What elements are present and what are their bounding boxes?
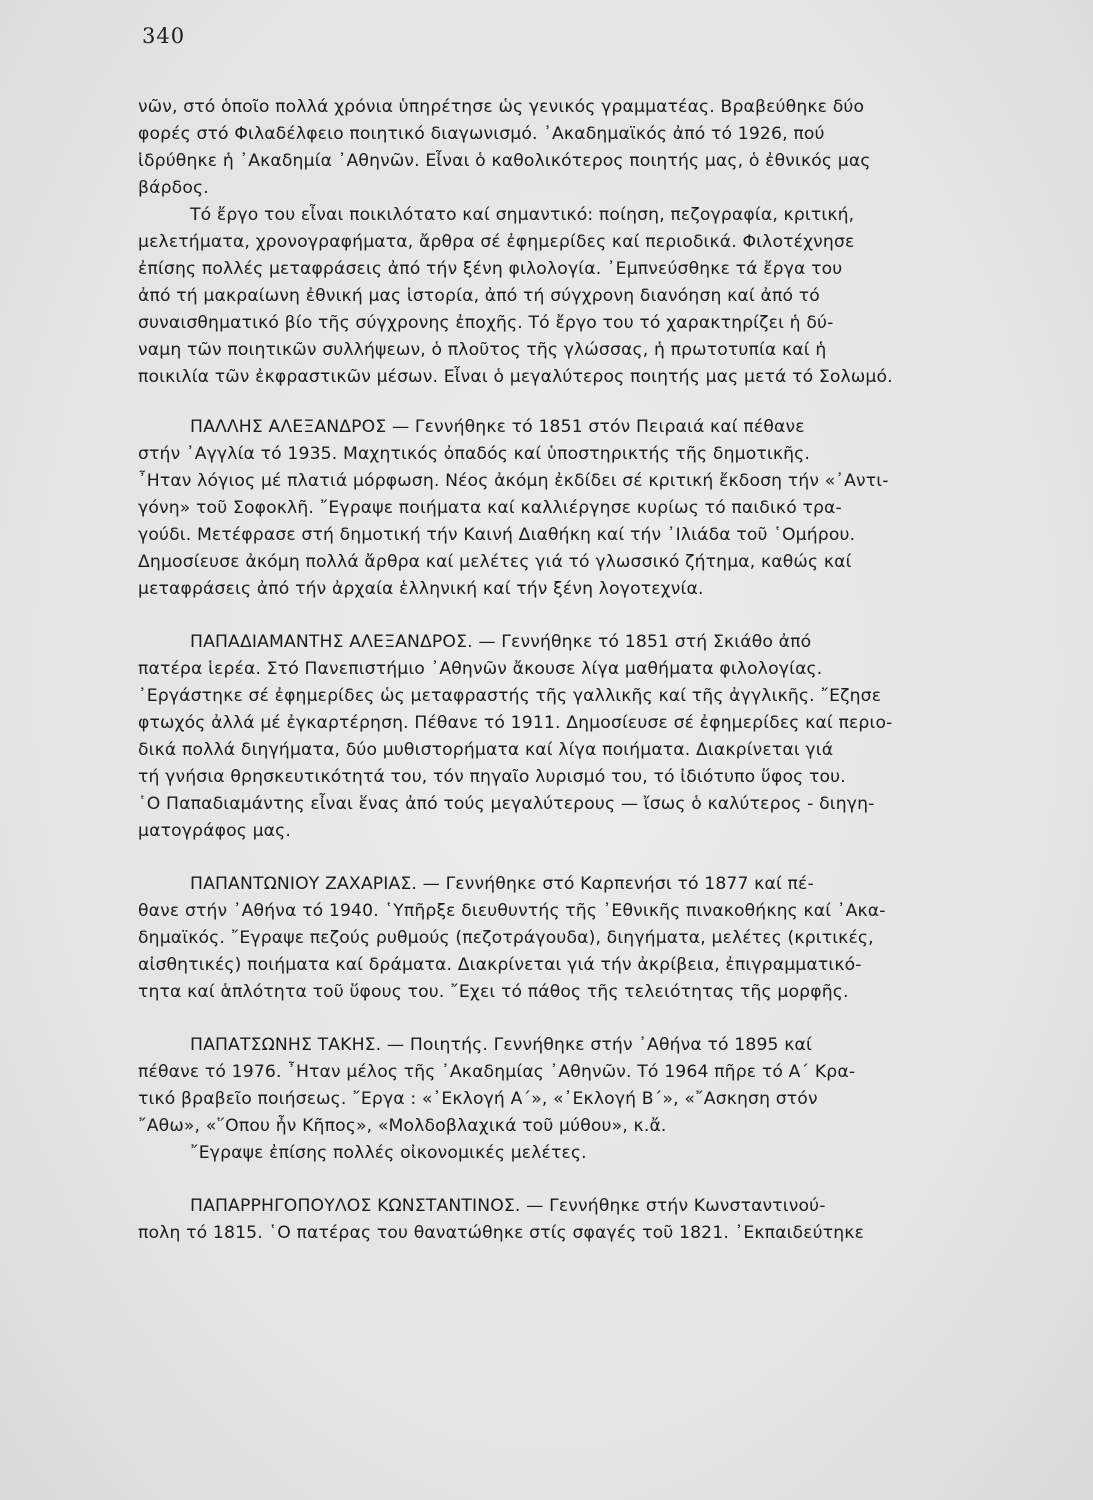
text-line: συναισθηματικό βίο τῆς σύγχρονης ἐποχῆς. Τό ἔργο του τό χαρακτηρίζει ἡ δύ- <box>138 313 834 333</box>
text-line: δικά πολλά διηγήματα, δύο μυθιστορήματα καί λίγα ποιήματα. Διακρίνεται γιά <box>138 740 834 760</box>
text-line: ῎Αθω», «῞Οπου ἦν Κῆπος», «Μολδοβλαχικά τοῦ μύθου», κ.ἄ. <box>138 1116 667 1136</box>
text-line: ναμη τῶν ποιητικῶν συλλήψεων, ὁ πλοῦτος τῆς γλώσσας, ἡ πρωτοτυπία καί ἡ <box>138 340 827 360</box>
text-line: ματογράφος μας. <box>138 821 292 841</box>
entry-papadiamantis <box>138 629 1008 845</box>
text-line: γόνη» τοῦ Σοφοκλῆ. ῎Εγραψε ποιήματα καί καλλιέργησε κυρίως τό παιδικό τρα- <box>138 498 842 518</box>
text-line: πέθανε τό 1976. ῏Ηταν μέλος τῆς ᾿Ακαδημίας ᾿Αθηνῶν. Τό 1964 πῆρε τό Α΄ Κρα- <box>138 1062 856 1082</box>
entry-heading-line: ΠΑΠΑΝΤΩΝΙΟΥ ΖΑΧΑΡΙΑΣ. — Γεννήθηκε στό Καρπενήσι τό 1877 καί πέ- <box>190 874 814 894</box>
page-number: 340 <box>142 24 186 48</box>
entry-papatsonis <box>138 1032 1008 1167</box>
text-line: ἐπίσης πολλές μεταφράσεις ἀπό τήν ξένη φιλολογία. ᾿Εμπνεύσθηκε τά ἔργα του <box>138 259 843 279</box>
text-line: βάρδος. <box>138 178 209 198</box>
entry-heading-line: ΠΑΠΑΡΡΗΓΟΠΟΥΛΟΣ ΚΩΝΣΤΑΝΤΙΝΟΣ. — Γεννήθηκε στήν Κωνσταντινού- <box>190 1196 826 1216</box>
text-line: ῎Εγραψε ἐπίσης πολλές οἰκονομικές μελέτες. <box>190 1143 587 1163</box>
text-line: γούδι. Μετέφρασε στή δημοτική τήν Καινή Διαθήκη καί τήν ᾿Ιλιάδα τοῦ ῾Ομήρου. <box>138 525 856 545</box>
entry-heading-line: ΠΑΠΑΔΙΑΜΑΝΤΗΣ ΑΛΕΞΑΝΔΡΟΣ. — Γεννήθηκε τό 1851 στή Σκιάθο ἀπό <box>190 632 812 652</box>
text-line: θανε στήν ᾿Αθήνα τό 1940. ῾Υπῆρξε διευθυντής τῆς ᾿Εθνικῆς πινακοθήκης καί ᾿Ακα- <box>138 901 886 921</box>
entry-pallis <box>138 414 1008 603</box>
text-line: ῏Ηταν λόγιος μέ πλατιά μόρφωση. Νέος ἀκόμη ἐκδίδει σέ κριτική ἔκδοση τήν «᾿Αντι- <box>138 471 889 491</box>
text-line: πολη τό 1815. ῾Ο πατέρας του θανατώθηκε στίς σφαγές τοῦ 1821. ᾿Εκπαιδεύτηκε <box>138 1223 865 1243</box>
text-line: μεταφράσεις ἀπό τήν ἀρχαία ἑλληνική καί τήν ξένη λογοτεχνία. <box>138 579 704 599</box>
text-line: ποικιλία τῶν ἐκφραστικῶν μέσων. Εἶναι ὁ μεγαλύτερος ποιητής μας μετά τό Σολωμό. <box>138 367 893 387</box>
text-line: μελετήματα, χρονογραφήματα, ἄρθρα σέ ἐφημερίδες καί περιοδικά. Φιλοτέχνησε <box>138 232 855 252</box>
entry-heading-line: ΠΑΠΑΤΣΩΝΗΣ ΤΑΚΗΣ. — Ποιητής. Γεννήθηκε στήν ᾿Αθήνα τό 1895 καί <box>190 1035 812 1055</box>
entry-paparrigopoulos <box>138 1193 1008 1247</box>
text-line: δημαϊκός. ῎Εγραψε πεζούς ρυθμούς (πεζοτράγουδα), διηγήματα, μελέτες (κριτικές, <box>138 928 874 948</box>
text-line: πατέρα ἱερέα. Στό Πανεπιστήμιο ᾿Αθηνῶν ἄκουσε λίγα μαθήματα φιλολογίας. <box>138 659 823 679</box>
text-line: νῶν, στό ὁποῖο πολλά χρόνια ὑπηρέτησε ὡς γενικός γραμματέας. Βραβεύθηκε δύο <box>138 97 865 117</box>
intro-paragraph-1 <box>138 94 1008 202</box>
text-line: τικό βραβεῖο ποιήσεως. ῎Εργα : «᾿Εκλογή Α΄», «᾿Εκλογή Β΄», «῎Ασκηση στόν <box>138 1089 818 1109</box>
text-line: ᾿Εργάστηκε σέ ἐφημερίδες ὡς μεταφραστής τῆς γαλλικῆς καί τῆς ἀγγλικῆς. ῎Εζησε <box>138 686 882 706</box>
text-line: ἀπό τή μακραίωνη ἐθνική μας ἱστορία, ἀπό τή σύγχρονη διανόηση καί ἀπό τό <box>138 286 820 306</box>
text-line: στήν ᾿Αγγλία τό 1935. Μαχητικός ὀπαδός καί ὑποστηρικτής τῆς δημοτικῆς. <box>138 444 811 464</box>
entry-papantoniou <box>138 871 1008 1006</box>
text-line: ῾Ο Παπαδιαμάντης εἶναι ἕνας ἀπό τούς μεγαλύτερους — ἴσως ὁ καλύτερος - διηγη- <box>138 794 875 814</box>
text-line: φορές στό Φιλαδέλφειο ποιητικό διαγωνισμό. ᾿Ακαδημαϊκός ἀπό τό 1926, πού <box>138 124 825 144</box>
text-line: φτωχός ἀλλά μέ ἐγκαρτέρηση. Πέθανε τό 1911. Δημοσίευσε σέ ἐφημερίδες καί περιο- <box>138 713 893 733</box>
text-line: αἰσθητικές) ποιήματα καί δράματα. Διακρίνεται γιά τήν ἀκρίβεια, ἐπιγραμματικό- <box>138 955 862 975</box>
text-line: τητα καί ἁπλότητα τοῦ ὕφους του. ῎Εχει τό πάθος τῆς τελειότητας τῆς μορφῆς. <box>138 982 849 1002</box>
text-line: ἱδρύθηκε ἡ ᾿Ακαδημία ᾿Αθηνῶν. Εἶναι ὁ καθολικότερος ποιητής μας, ὁ ἐθνικός μας <box>138 151 871 171</box>
entry-heading-line: ΠΑΛΛΗΣ ΑΛΕΞΑΝΔΡΟΣ — Γεννήθηκε τό 1851 στόν Πειραιά καί πέθανε <box>190 417 805 437</box>
text-line: Δημοσίευσε ἀκόμη πολλά ἄρθρα καί μελέτες γιά τό γλωσσικό ζήτημα, καθώς καί <box>138 552 852 572</box>
text-line: Τό ἔργο του εἶναι ποικιλότατο καί σημαντικό: ποίηση, πεζογραφία, κριτική, <box>190 205 855 225</box>
text-column <box>138 94 1008 1247</box>
text-line: τή γνήσια θρησκευτικότητά του, τόν πηγαῖο λυρισμό του, τό ἰδιότυπο ὕφος του. <box>138 767 846 787</box>
intro-paragraph-2 <box>138 202 1008 391</box>
